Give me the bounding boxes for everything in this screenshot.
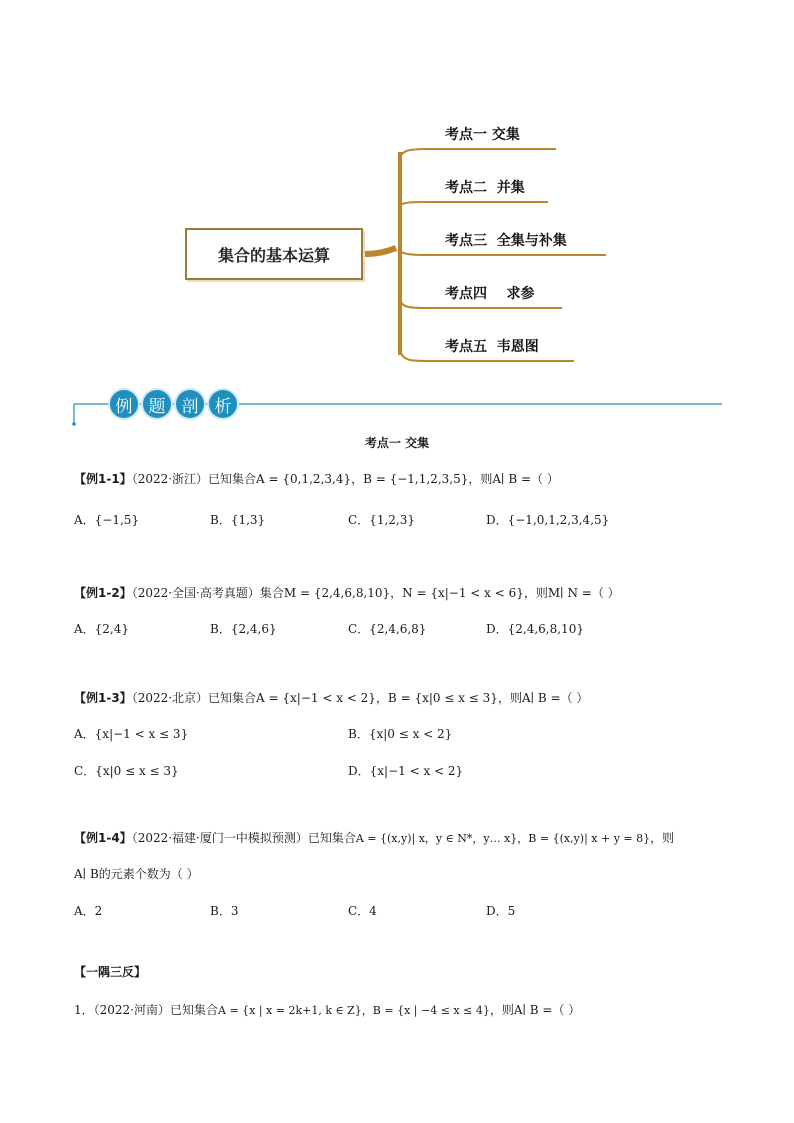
option-a: A．2 bbox=[74, 904, 103, 918]
question-ask: ，则M∣ N =（ ） bbox=[523, 586, 620, 600]
question-stem: （2022·浙江）已知集合 bbox=[131, 472, 257, 486]
practice-heading: 【一隅三反】 bbox=[74, 965, 147, 979]
section-header-char-3: 剖 bbox=[176, 390, 204, 418]
option-c: C．{2,4,6,8} bbox=[348, 622, 427, 636]
option-c: C．{1,2,3} bbox=[348, 513, 415, 527]
question-1-2 bbox=[74, 585, 620, 601]
mindmap-branch-3: 考点三 全集与补集 bbox=[445, 233, 567, 249]
topic-title: 考点一 交集 bbox=[364, 436, 430, 450]
option-d: D．{x|−1 < x < 2} bbox=[348, 764, 464, 778]
question-1-4 bbox=[74, 830, 674, 847]
question-ask: ，则 bbox=[650, 831, 675, 845]
option-b: B．3 bbox=[210, 904, 239, 918]
question-1-3 bbox=[74, 690, 588, 706]
option-d: D．5 bbox=[486, 904, 516, 918]
question-1-4-line2: A∣ B的元素个数为（ ） bbox=[74, 867, 199, 881]
option-c: C．{x|0 ≤ x ≤ 3} bbox=[74, 764, 179, 778]
question-math: A = {x|−1 < x < 2}，B = {x|0 ≤ x ≤ 3} bbox=[256, 691, 498, 705]
question-ask: ，则A∣ B =（ ） bbox=[497, 691, 589, 705]
question-ask: ，则A∣ B =（ ） bbox=[489, 1003, 581, 1017]
question-1-1 bbox=[74, 471, 559, 487]
section-header-char-2: 题 bbox=[143, 390, 171, 418]
question-math: M = {2,4,6,8,10}，N = {x|−1 < x < 6} bbox=[283, 586, 524, 600]
option-b: B．{1,3} bbox=[210, 513, 266, 527]
question-stem: （2022·北京）已知集合 bbox=[131, 691, 257, 705]
option-d: D．{2,4,6,8,10} bbox=[486, 622, 584, 636]
option-a: A．{2,4} bbox=[74, 622, 130, 636]
question-stem: 1．（2022·河南）已知集合 bbox=[74, 1003, 218, 1017]
section-header-char-4: 析 bbox=[209, 390, 237, 418]
option-b: B．{x|0 ≤ x < 2} bbox=[348, 727, 453, 741]
option-a: A．{−1,5} bbox=[74, 513, 140, 527]
mindmap-branch-2: 考点二 并集 bbox=[445, 180, 525, 196]
mindmap-connectors bbox=[0, 0, 794, 380]
mindmap-branch-4: 考点四 求参 bbox=[445, 286, 535, 302]
question-label: 【例1-3】 bbox=[74, 691, 132, 705]
question-math: A = {(x,y)| x，y ∈ N*，y… x}，B = {(x,y)| x + y = 8} bbox=[355, 832, 651, 845]
option-d: D．{−1,0,1,2,3,4,5} bbox=[486, 513, 610, 527]
question-label: 【例1-1】 bbox=[74, 472, 132, 486]
option-c: C．4 bbox=[348, 904, 377, 918]
section-header-char-1: 例 bbox=[110, 390, 138, 418]
question-label: 【例1-4】 bbox=[74, 831, 132, 845]
option-b: B．{2,4,6} bbox=[210, 622, 277, 636]
question-stem: （2022·福建·厦门一中模拟预测）已知集合 bbox=[131, 831, 356, 845]
option-a: A．{x|−1 < x ≤ 3} bbox=[74, 727, 189, 741]
mindmap-branch-5: 考点五 韦恩图 bbox=[445, 339, 539, 355]
mindmap-root: 集合的基本运算 bbox=[185, 228, 363, 280]
practice-question-1 bbox=[74, 1002, 580, 1019]
question-ask: ，则A∣ B =（ ） bbox=[468, 472, 559, 486]
question-label: 【例1-2】 bbox=[74, 586, 132, 600]
question-math: A = {x | x = 2k+1, k ∈ Z}，B = {x | −4 ≤ x ≤ 4} bbox=[218, 1004, 490, 1017]
question-stem: （2022·全国·高考真题）集合 bbox=[131, 586, 284, 600]
mindmap-branch-1: 考点一 交集 bbox=[445, 127, 520, 143]
question-math: A = {0,1,2,3,4}，B = {−1,1,2,3,5} bbox=[256, 472, 469, 486]
